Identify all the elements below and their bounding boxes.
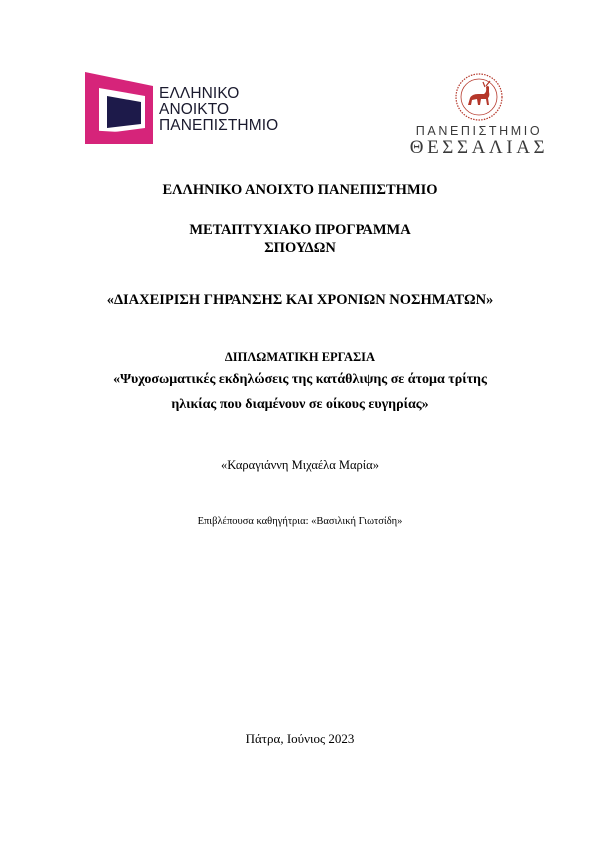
thesis-label: ΔΙΠΛΩΜΑΤΙΚΗ ΕΡΓΑΣΙΑ [224,350,376,364]
program-title: «ΔΙΑΧΕΙΡΙΣΗ ΓΗΡΑΝΣΗΣ ΚΑΙ ΧΡΟΝΙΩΝ ΝΟΣΗΜΑΤΩΝ» [106,292,494,308]
eap-logo-mark-icon [85,72,153,144]
thesis-title-line1: «Ψυχοσωματικές εκδηλώσεις της κατάθλιψης σε άτομα τρίτης [113,372,487,387]
program-heading [40,221,560,257]
eap-logo-line: ΕΛΛΗΝΙΚΟ [159,85,240,102]
supervisor-line: Επιβλέπουσα καθηγήτρια: «Βασιλική Γιωτσίδη» [197,516,403,527]
uth-logo [404,72,554,157]
author-name: «Καραγιάννη Μιχαέλα Μαρία» [221,458,379,472]
eap-logo-line: ΑΝΟΙΚΤΟ [159,101,230,118]
eap-logo-line: ΠΑΝΕΠΙΣΤΗΜΙΟ [159,117,279,134]
thesis-title [40,367,560,417]
thesis-title-line2: ηλικίας που διαμένουν σε οίκους ευγηρίας» [171,397,429,412]
place-date: Πάτρα, Ιούνιος 2023 [245,731,355,746]
program-heading-line2: ΣΠΟΥΔΩΝ [264,240,336,256]
centaur-seal-icon [448,72,510,122]
uth-logo-line2: ΘΕΣΣΑΛΙΑΣ [409,137,549,158]
program-heading-line1: ΜΕΤΑΠΤΥΧΙΑΚΟ ΠΡΟΓΡΑΜΜΑ [189,222,411,238]
eap-logo-text [159,86,289,134]
eap-logo [85,72,285,144]
university-name: ΕΛΛΗΝΙΚΟ ΑΝΟΙΧΤΟ ΠΑΝΕΠΙΣΤΗΜΙΟ [162,182,438,198]
uth-logo-line1: ΠΑΝΕΠΙΣΤΗΜΙΟ [415,124,543,138]
